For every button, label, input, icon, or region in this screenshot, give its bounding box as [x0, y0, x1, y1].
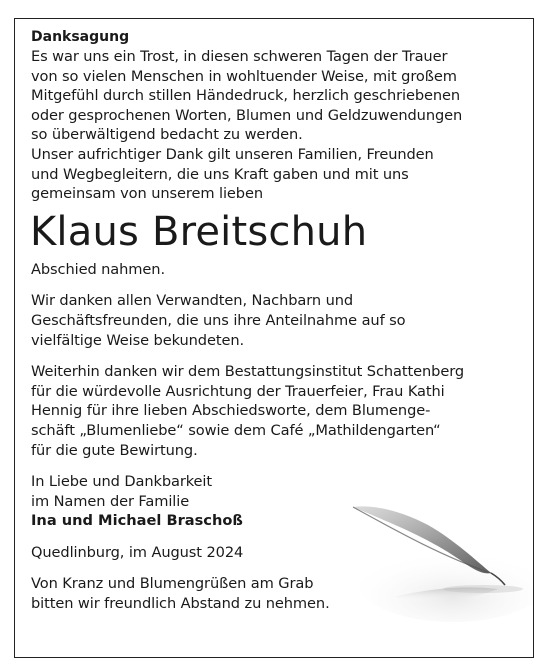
deceased-name: Klaus Breitschuh — [30, 208, 368, 255]
obituary-card — [14, 18, 534, 658]
farewell-text: Abschied nahmen. — [31, 260, 165, 278]
thanks-services-text: Weiterhin danken wir dem Bestattungsinstitut Schattenberg für die würdevolle Ausrichtung der Trauerfeier, Frau Kathi Hennig für ihre lieben Abschiedsworte, dem Blumenge- schäft „Blumenliebe“ sowie dem Café „Mathildengarten“ für die gute Bewirtung. — [31, 363, 465, 459]
intro-text: Es war uns ein Trost, in diesen schweren Tagen der Trauer von so vielen Menschen in wohltuender Weise, mit großem Mitgefühl durch stillen Händedruck, herzlich geschriebenen oder gesprochenen Worten, Blumen und Geldzuwendungen so überwältigend bedacht zu werden. Unser aufrichtiger Dank gilt unseren Familien, Freunden und Wegbegleitern, die uns Kraft gaben und mit uns gemeinsam von unserem lieben — [31, 48, 463, 203]
thanks-relatives-text: Wir danken allen Verwandten, Nachbarn und Geschäftsfreunden, die uns ihre Anteilnahme auf so vielfältige Weise bekundeten. — [31, 292, 406, 349]
notice-content — [31, 27, 531, 614]
place-date: Quedlinburg, im August 2024 — [31, 543, 244, 561]
grave-note: Von Kranz und Blumengrüßen am Grab bitten wir freundlich Abstand zu nehmen. — [31, 575, 330, 613]
closing-text: In Liebe und Dankbarkeit im Namen der Familie — [31, 473, 213, 510]
notice-heading: Danksagung — [31, 29, 130, 45]
signers: Ina und Michael Braschoß — [31, 512, 243, 530]
